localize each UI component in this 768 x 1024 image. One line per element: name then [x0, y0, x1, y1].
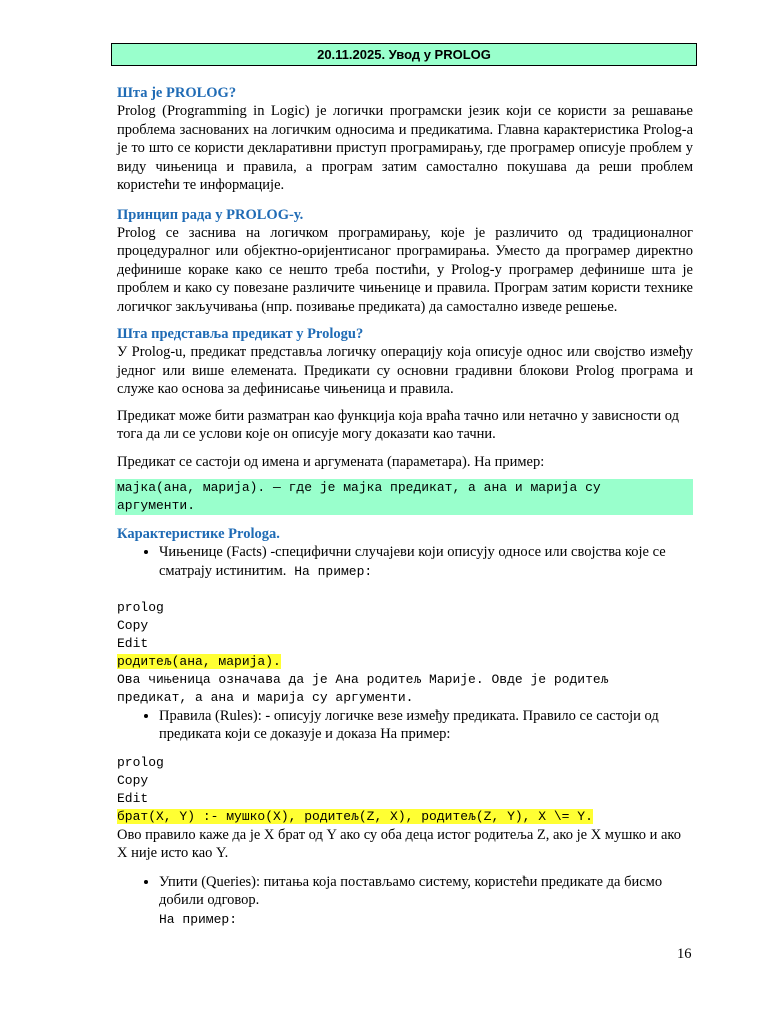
facts-example-label: На пример: [286, 563, 373, 579]
code-language-label: prolog [117, 599, 164, 615]
section-heading-features: Карактеристике Prologa. [117, 526, 280, 542]
document-content [117, 84, 693, 929]
list-item-queries [159, 873, 693, 929]
code-edit-label: Edit [117, 635, 149, 651]
paragraph-principle: Prolog се заснива на логичком програмирању, које је различито од традиционалног процедуралног или објектно-оријентисаног програмирања. Уместо да програмер директно дефинише кораке како се нешто треба постићи, у Prolog-у програмер дефинише шта је проблем и како су повезане различите чињенице и правила. Програм затим користи технике логичког закључивања (нпр. позивање предиката) да самостално изведе решење. [117, 224, 693, 315]
list-item-rules: • Правила (Rules): - описују логичке везе између предиката. Правило се састоји од предиката који се доказује и доказа На пример: [159, 707, 693, 744]
rules-list [117, 707, 693, 744]
paragraph-predicate-2: Предикат може бити разматран као функција која враћа тачно или нетачно у зависности од тога да ли се услови које он описује могу доказати као тачни. [117, 407, 680, 442]
section-heading-predicate: Шта представља предикат у Prologu? [117, 326, 364, 342]
paragraph-what-is: Prolog (Programming in Logic) је логички програмски језик који се користи за решавање проблема заснованих на логичким односима и предикатима. Главна карактеристика Prolog-а је то што се користи декларативни приступ програмирању, где програмер описује проблем у виду чињеница и правила, а програм затим самостално покушава да реши проблем користећи те информације. [117, 103, 693, 193]
facts-list [117, 543, 693, 581]
rules-code-language-label: prolog [117, 754, 164, 770]
section-heading-what-is: Шта је PROLOG? [117, 85, 237, 101]
facts-bullet-line-1: Чињенице (Facts) -специфични случајеви који описују односе или својства које се [159, 544, 666, 560]
paragraph-predicate-3: Предикат се састоји од имена и аргумената (параметара). На пример: [117, 453, 545, 470]
rules-code-edit-label: Edit [117, 790, 149, 806]
list-item-facts [159, 543, 693, 581]
header-title-box [111, 43, 697, 66]
code-copy-label: Copy [117, 617, 149, 633]
predicate-example-line-2: аргументи. [117, 498, 196, 513]
paragraph-predicate-1: У Prolog-u, предикат представља логичку операцију која описује однос или својство између једног или више елемената. Предикати су основни градивни блокови Prolog програма и служе као основа за дефинисање чињеница и правила. [117, 344, 693, 397]
queries-example-label: На пример: [159, 911, 238, 927]
rules-code-copy-label: Copy [117, 772, 149, 788]
facts-explain-line-1: Ова чињеница означава да је Ана родитељ Марије. Овде је родитељ [117, 671, 609, 687]
rules-code-highlight: брат(X, Y) :- мушко(X), родитељ(Z, X), родитељ(Z, Y), X \= Y. [117, 808, 593, 824]
section-heading-principle: Принцип рада у PROLOG-у. [117, 206, 304, 223]
facts-code-highlight: родитељ(ана, марија). [117, 653, 281, 669]
facts-explain-line-2: предикат, а ана и марија су аргументи. [117, 689, 414, 705]
predicate-example-box [115, 479, 693, 515]
queries-bullet-text: Упити (Queries): питања која постављамо систему, користећи предикате да бисмо добили одговор. [159, 873, 663, 908]
rules-explain: Ово правило каже да је X брат од Y ако су оба деца истог родитеља Z, ако је X мушко и ако X није исто као Y. [117, 826, 681, 861]
queries-list [117, 873, 693, 929]
page-number: 16 [677, 946, 692, 962]
header-title: 20.11.2025. Увод у PROLOG [317, 47, 491, 62]
facts-bullet-line-2: сматрају истинитим. [159, 562, 287, 579]
predicate-example-line-1: мајка(ана, марија). — где је мајка предикат, а ана и марија су [117, 480, 601, 495]
